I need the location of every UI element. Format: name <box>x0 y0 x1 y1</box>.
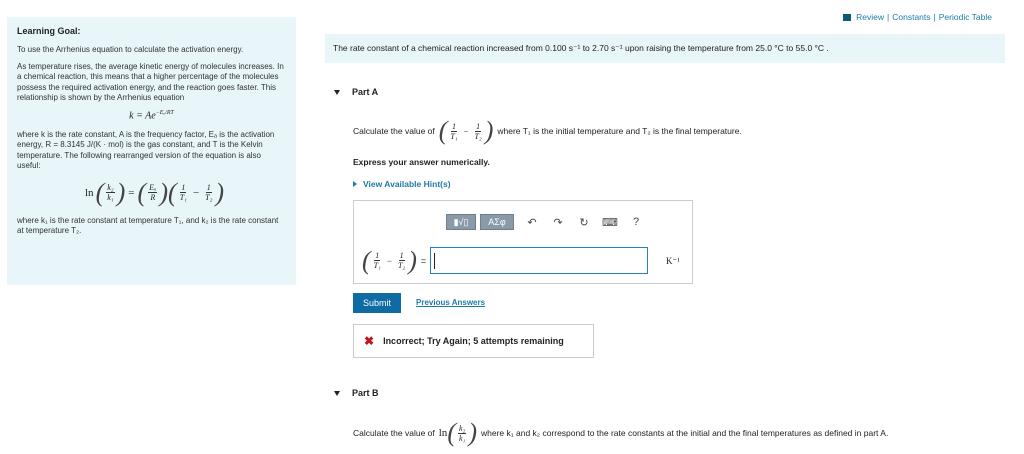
help-icon[interactable]: ? <box>632 216 640 228</box>
problem-statement: The rate constant of a chemical reaction increased from 0.100 s⁻¹ to 2.70 s⁻¹ upon raising the temperature from 25.0 °C to 55.0 °C . <box>325 34 1005 63</box>
learning-goal-panel <box>7 17 296 285</box>
collapse-icon <box>334 90 340 95</box>
submit-button[interactable]: Submit <box>353 293 401 313</box>
definitions-paragraph: where k is the rate constant, A is the frequency factor, Eₐ is the activation energy, R = 8.3145 J/(K · mol) is the gas constant, and T is the Kelvin temperature. The following rearranged version of the equation is also useful: <box>17 129 275 171</box>
answer-unit: K⁻¹ <box>666 256 680 266</box>
undo-icon[interactable]: ↶ <box>527 216 537 229</box>
part-a-header[interactable]: Part A <box>334 87 378 97</box>
express-instruction: Express your answer numerically. <box>353 157 490 167</box>
learning-goal-heading: Learning Goal: <box>17 26 81 36</box>
part-a-question: Calculate the value of ( $\frac{1}{\text{T₁}}$ − $\frac{1}{\text{T₂}}$ ) where T₁ is the initial temperature and T₂ is the final temperature. <box>353 116 742 145</box>
previous-answers-link[interactable]: Previous Answers <box>416 298 486 307</box>
answer-input[interactable] <box>430 247 648 274</box>
templates-button[interactable]: ▮√▯ <box>446 214 476 230</box>
learning-goal-text: To use the Arrhenius equation to calculate the activation energy. <box>17 45 244 54</box>
arrhenius-equation: $k = Ae^{-E_a/RT}$ <box>129 109 174 121</box>
rearranged-equation: ln ( $\frac{\text{k₂}}{\text{k₁}}$ ) = ( $\frac{\text{Eₐ}}{R}$ ) ( $\frac{1}{\text{T₁}}$ − $\frac{1}{\text{T₂}}$ ) <box>85 177 225 207</box>
math-toolbar <box>446 214 644 230</box>
collapse-icon <box>334 391 340 396</box>
part-b-question: Calculate the value of ln ( $\frac{\text{k₂}}{\text{k₁}}$ ) where k₁ and k₂ correspond to the rate constants at the initial and the final temperatures as defined in part A. <box>353 418 889 447</box>
greek-button[interactable]: ΑΣφ <box>480 214 514 230</box>
constants-link[interactable]: Constants <box>892 12 931 22</box>
periodic-table-link[interactable]: Periodic Table <box>938 12 992 22</box>
feedback-box <box>353 324 594 358</box>
reset-icon[interactable]: ↻ <box>579 216 589 229</box>
review-icon <box>843 14 851 21</box>
error-icon: ✖ <box>364 334 375 348</box>
feedback-text: Incorrect; Try Again; 5 attempts remaining <box>383 336 564 346</box>
final-paragraph: where k₁ is the rate constant at temperature T₁, and k₂ is the rate constant at temperature T₂. <box>17 215 279 236</box>
redo-icon[interactable]: ↷ <box>553 216 563 229</box>
answer-row: ( $\frac{1}{\text{T₁}}$ − $\frac{1}{\text{T₂}}$ ) = <box>362 247 648 274</box>
hints-toggle[interactable]: View Available Hint(s) <box>353 179 451 189</box>
review-link[interactable]: Review <box>856 12 885 22</box>
expand-icon <box>353 181 357 187</box>
part-b-header[interactable]: Part B <box>334 388 379 398</box>
keyboard-icon[interactable]: ⌨ <box>602 216 618 229</box>
top-links: Review | Constants | Periodic Table <box>843 12 992 22</box>
answer-box <box>353 200 693 284</box>
intro-paragraph: As temperature rises, the average kinetic energy of molecules increases. In a chemical reaction, this means that a higher percentage of the molecules possess the required activation energy, and the reaction goes faster. This relationship is shown by the Arrhenius equation <box>17 61 284 102</box>
